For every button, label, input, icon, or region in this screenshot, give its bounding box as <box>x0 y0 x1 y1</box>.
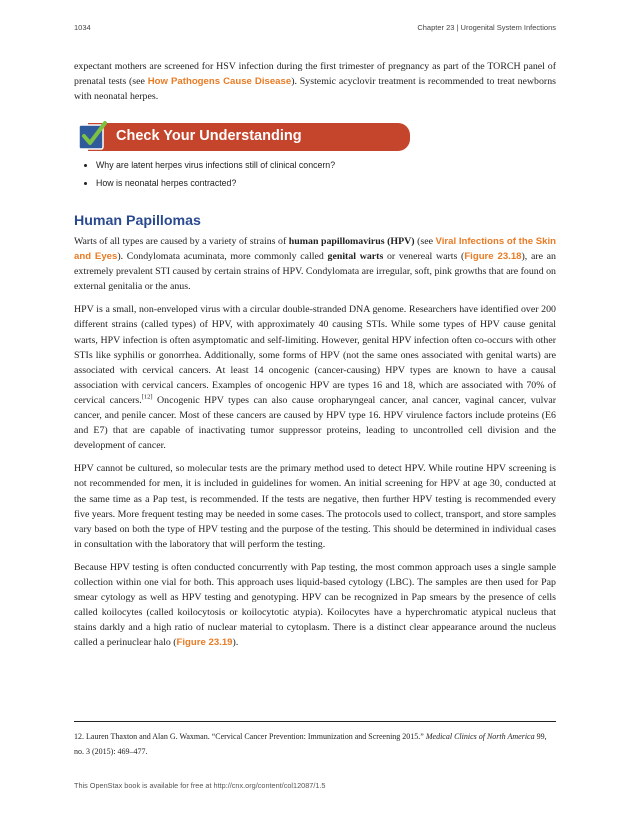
question-item: • How is neonatal herpes contracted? <box>96 174 536 192</box>
check-understanding-title: Check Your Understanding <box>116 128 302 144</box>
main-body <box>74 234 556 658</box>
check-understanding-banner <box>76 120 410 152</box>
section-heading: Human Papillomas <box>74 213 201 229</box>
intro-text-end: ). Systemic acyclovir treatment is recommended to treat newborns with neonatal herpes. <box>74 76 556 103</box>
paragraph-warts: Warts of all types are caused by a variety of strains of human papillomavirus (HPV) (see Viral Infections of the Skin and Eyes). Condylomata acuminata, more commonly called genital warts or venereal warts (Figure 23.18), are an extremely prevalent STI caused by certain strains of HPV. Condylomata are irregular, soft, pink growths that are found on external genitalia or the anus. <box>74 236 557 293</box>
footnote: 12. Lauren Thaxton and Alan G. Waxman. “Cervical Cancer Prevention: Immunization and Screening 2015.” Medical Clinics of North America 99, no. 3 (2015): 469–477. <box>74 732 547 756</box>
page-footer: This OpenStax book is available for free at http://cnx.org/content/col12087/1.5 <box>74 781 326 790</box>
question-item: • Why are latent herpes virus infections still of clinical concern? <box>96 156 536 174</box>
understanding-questions <box>84 156 536 192</box>
paragraph-hpv-testing: HPV cannot be cultured, so molecular tests are the primary method used to detect HPV. While routine HPV screening is not recommended for men, it is included in guidelines for women. An initial screening for HPV at age 30, conducted at the same time as a Pap test, is recommended. If the tests are negative, then further HPV testing is recommended every five years. More frequent testing may be needed in some cases. The protocols used to collect, transport, and store samples vary based on both the type of HPV testing and the purpose of the testing. This should be determined in individual cases in consultation with the laboratory that will perform the testing. <box>74 463 556 550</box>
intro-text: expectant mothers are screened for HSV infection during the first trimester of pregnancy as part of the TORCH panel of prenatal tests (see <box>74 61 556 88</box>
paragraph-hpv-virus: HPV is a small, non-enveloped virus with a circular double-stranded DNA genome. Researchers have identified over 200 different strains (called types) of HPV, with approximately 40 causing STIs. While some types of HPV cause genital warts, HPV infection is often asymptomatic and self-limiting. However, genital HPV infection often co-occurs with other STIs like syphilis or gonorrhea. Additionally, some forms of HPV (not the same ones associated with genital warts) are associated with cervical cancers. At least 14 oncogenic (cancer-causing) HPV types are known to have a causal association with cervical cancers. Examples of oncogenic HPV are types 16 and 18, which are associated with 70% of cervical cancers.[12] Oncogenic HPV types can also cause oropharyngeal cancer, anal cancer, vaginal cancer, vulvar cancer, and penile cancer. Most of these cancers are caused by HPV type 16. HPV virulence factors include proteins (E6 and E7) that are capable of inactivating tumor suppressor proteins, leading to uncontrolled cell division and the development of cancer. <box>74 304 556 452</box>
footnote-ref[interactable]: [12] <box>141 393 153 401</box>
footnote-divider <box>74 721 556 722</box>
page-number: 1034 <box>74 23 91 32</box>
term-hpv: human papillomavirus (HPV) <box>288 236 415 247</box>
intro-paragraph <box>74 59 556 112</box>
link-figure-23-18[interactable]: Figure 23.18 <box>464 251 522 263</box>
journal-title: Medical Clinics of North America <box>425 732 535 741</box>
link-figure-23-19[interactable]: Figure 23.19 <box>176 637 233 649</box>
chapter-header: Chapter 23 | Urogenital System Infections <box>417 23 556 32</box>
term-genital-warts: genital warts <box>327 251 384 263</box>
link-viral-infections-skin-eyes[interactable]: Viral Infections of the Skin and Eyes <box>74 236 557 263</box>
link-how-pathogens-cause-disease[interactable]: How Pathogens Cause Disease <box>147 76 292 88</box>
checkbox-check-icon <box>76 120 108 152</box>
paragraph-pap-testing: Because HPV testing is often conducted concurrently with Pap testing, the most common approach uses a single sample collection within one vial for both. This approach uses liquid-based cytology (LBC). The samples are then used for Pap smear cytology as well as HPV testing and genotyping. HPV can be recognized in Pap smears by the presence of cells called koilocytes (called koilocytosis or koilocytotic atypia). Koilocytes have a hyperchromatic atypical nucleus that stains darkly and a high ratio of nuclear material to cytoplasm. There is a distinct clear appearance around the nucleus called a perinuclear halo (Figure 23.19). <box>74 561 556 649</box>
